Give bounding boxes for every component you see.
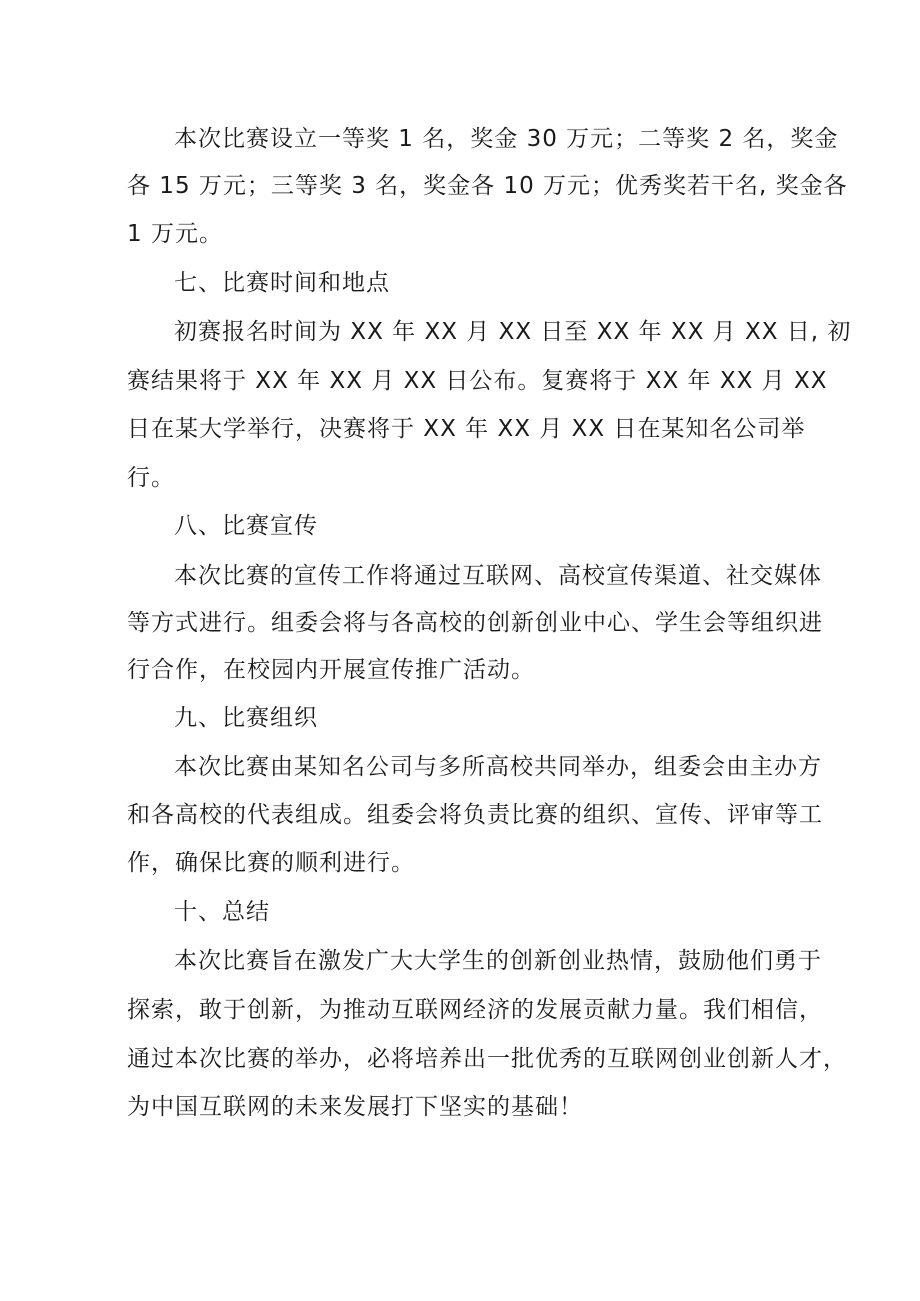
paragraph-summary-line-2: 探索，敢于创新，为推动互联网经济的发展贡献力量。我们相信，	[127, 997, 823, 1023]
paragraph-prizes-line-3: 1 万元。	[127, 221, 223, 247]
section-heading-time-location: 七、比赛时间和地点	[174, 270, 390, 296]
paragraph-prizes-line-2: 各 15 万元；三等奖 3 名，奖金各 10 万元；优秀奖若干名, 奖金各	[127, 173, 848, 199]
section-heading-promotion: 八、比赛宣传	[174, 513, 318, 539]
paragraph-promotion-line-1: 本次比赛的宣传工作将通过互联网、高校宣传渠道、社交媒体	[174, 563, 822, 589]
paragraph-schedule-line-1: 初赛报名时间为 XX 年 XX 月 XX 日至 XX 年 XX 月 XX 日, 初	[174, 319, 852, 345]
paragraph-schedule-line-3: 日在某大学举行，决赛将于 XX 年 XX 月 XX 日在某知名公司举	[127, 416, 806, 442]
paragraph-schedule-line-2: 赛结果将于 XX 年 XX 月 XX 日公布。复赛将于 XX 年 XX 月 XX	[127, 368, 828, 394]
section-heading-summary: 十、总结	[174, 899, 270, 925]
paragraph-schedule-line-4: 行。	[127, 465, 175, 491]
paragraph-prizes-line-1: 本次比赛设立一等奖 1 名，奖金 30 万元；二等奖 2 名，奖金	[174, 126, 839, 152]
paragraph-promotion-line-3: 行合作，在校园内开展宣传推广活动。	[127, 657, 535, 683]
paragraph-summary-line-4: 为中国互联网的未来发展打下坚实的基础！	[127, 1094, 583, 1120]
section-heading-organization: 九、比赛组织	[174, 705, 318, 731]
paragraph-promotion-line-2: 等方式进行。组委会将与各高校的创新创业中心、学生会等组织进	[127, 610, 823, 636]
paragraph-organization-line-2: 和各高校的代表组成。组委会将负责比赛的组织、宣传、评审等工	[127, 802, 823, 828]
paragraph-summary-line-3: 通过本次比赛的举办，必将培养出一批优秀的互联网创业创新人才，	[127, 1046, 847, 1072]
paragraph-organization-line-3: 作，确保比赛的顺利进行。	[127, 850, 415, 876]
paragraph-summary-line-1: 本次比赛旨在激发广大大学生的创新创业热情，鼓励他们勇于	[174, 948, 822, 974]
paragraph-organization-line-1: 本次比赛由某知名公司与多所高校共同举办，组委会由主办方	[174, 754, 822, 780]
